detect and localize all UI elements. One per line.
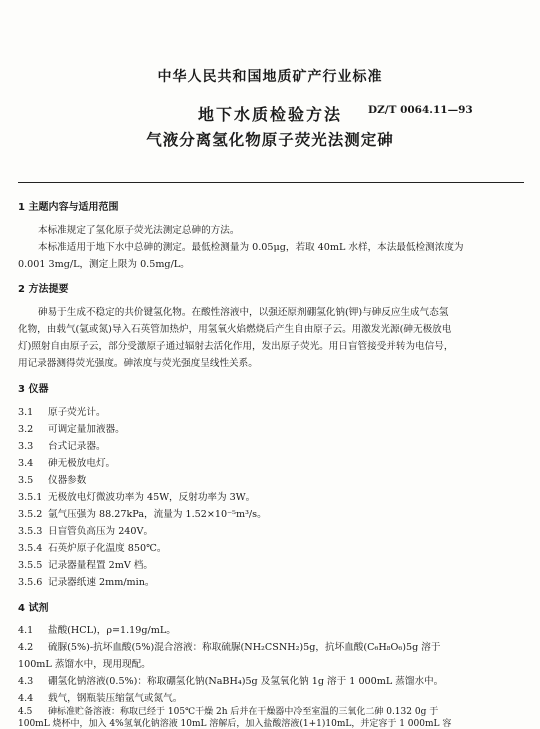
section-2-paragraph: 化物，由载气(氩或氮)导入石英管加热炉，用氢氧火焰燃烧后产生自由原子云。用激发光源(砷无极放电 — [18, 324, 452, 335]
section-2-paragraph: 用记录器测得荧光强度。砷浓度与荧光强度呈线性关系。 — [18, 358, 258, 369]
document-title-line2: 气液分离氢化物原子荧光法测定砷 — [146, 130, 394, 149]
list-item: 3.5.3 日盲管负高压为 240V。 — [18, 526, 154, 537]
list-item: 4.1 盐酸(HCL)，ρ=1.19g/mL。 — [18, 625, 176, 636]
list-item-continuation: 100mL 烧杯中，加入 4%氢氧化钠溶液 10mL 溶解后，加入盐酸溶液(1+1)10mL，并定容于 1 000mL 容 — [18, 719, 452, 729]
section-1-paragraph: 0.001 3mg/L，测定上限为 0.5mg/L。 — [18, 259, 190, 270]
list-item: 4.2 硫脲(5%)-抗坏血酸(5%)混合溶液：称取硫脲(NH₂CSNH₂)5g，抗坏血酸(C₆H₈O₆)5g 溶于 — [18, 642, 441, 653]
list-item: 3.5.5 记录器量程置 2mV 档。 — [18, 560, 153, 571]
section-2-paragraph: 砷易于生成不稳定的共价键氢化物。在酸性溶液中，以强还原剂硼氢化钠(钾)与砷反应生成气态氢 — [38, 307, 449, 318]
standard-number: DZ/T 0064.11—93 — [368, 104, 473, 116]
section-2-paragraph: 灯)照射自由原子云，部分受激原子通过辐射去活化作用，发出原子荧光。用日盲管接受并转为电信号， — [18, 341, 454, 352]
list-item: 4.4 载气，钢瓶装压缩氩气或氮气。 — [18, 693, 183, 704]
section-2-heading: 2 方法提要 — [18, 284, 69, 295]
list-item-continuation: 100mL 蒸馏水中，现用现配。 — [18, 659, 151, 670]
standard-organization: 中华人民共和国地质矿产行业标准 — [157, 69, 383, 85]
document-title-line1: 地下水质检验方法 — [197, 105, 342, 124]
list-item: 3.5 仪器参数 — [18, 475, 87, 486]
list-item: 3.4 砷无极放电灯。 — [18, 458, 116, 469]
section-1-paragraph: 本标准规定了氢化原子荧光法测定总砷的方法。 — [38, 225, 240, 236]
list-item: 3.1 原子荧光计。 — [18, 407, 106, 418]
list-item: 4.5 砷标准贮备溶液：称取已经于 105℃干燥 2h 后并在干燥器中冷至室温的三氧化二砷 0.132 0g 于 — [18, 707, 439, 717]
list-item: 3.5.1 无极放电灯微波功率为 45W，反射功率为 3W。 — [18, 492, 256, 503]
list-item: 3.5.6 记录器纸速 2mm/min。 — [18, 577, 155, 588]
list-item: 3.5.2 氩气压强为 88.27kPa，流量为 1.52×10⁻⁵m³/s。 — [18, 509, 267, 520]
section-1-heading: 1 主题内容与适用范围 — [18, 202, 119, 213]
list-item: 3.3 台式记录器。 — [18, 441, 106, 452]
section-3-heading: 3 仪器 — [18, 384, 49, 395]
list-item: 3.5.4 石英炉原子化温度 850℃。 — [18, 543, 167, 554]
section-4-heading: 4 试剂 — [18, 603, 49, 614]
header-divider — [18, 182, 524, 183]
list-item: 4.3 硼氢化钠溶液(0.5%)：称取硼氢化钠(NaBH₄)5g 及氢氧化钠 1g 溶于 1 000mL 蒸馏水中。 — [18, 676, 444, 687]
list-item: 3.2 可调定量加液器。 — [18, 424, 125, 435]
section-1-paragraph: 本标准适用于地下水中总砷的测定。最低检测量为 0.05μg，若取 40mL 水样，本法最低检测浓度为 — [38, 242, 464, 253]
